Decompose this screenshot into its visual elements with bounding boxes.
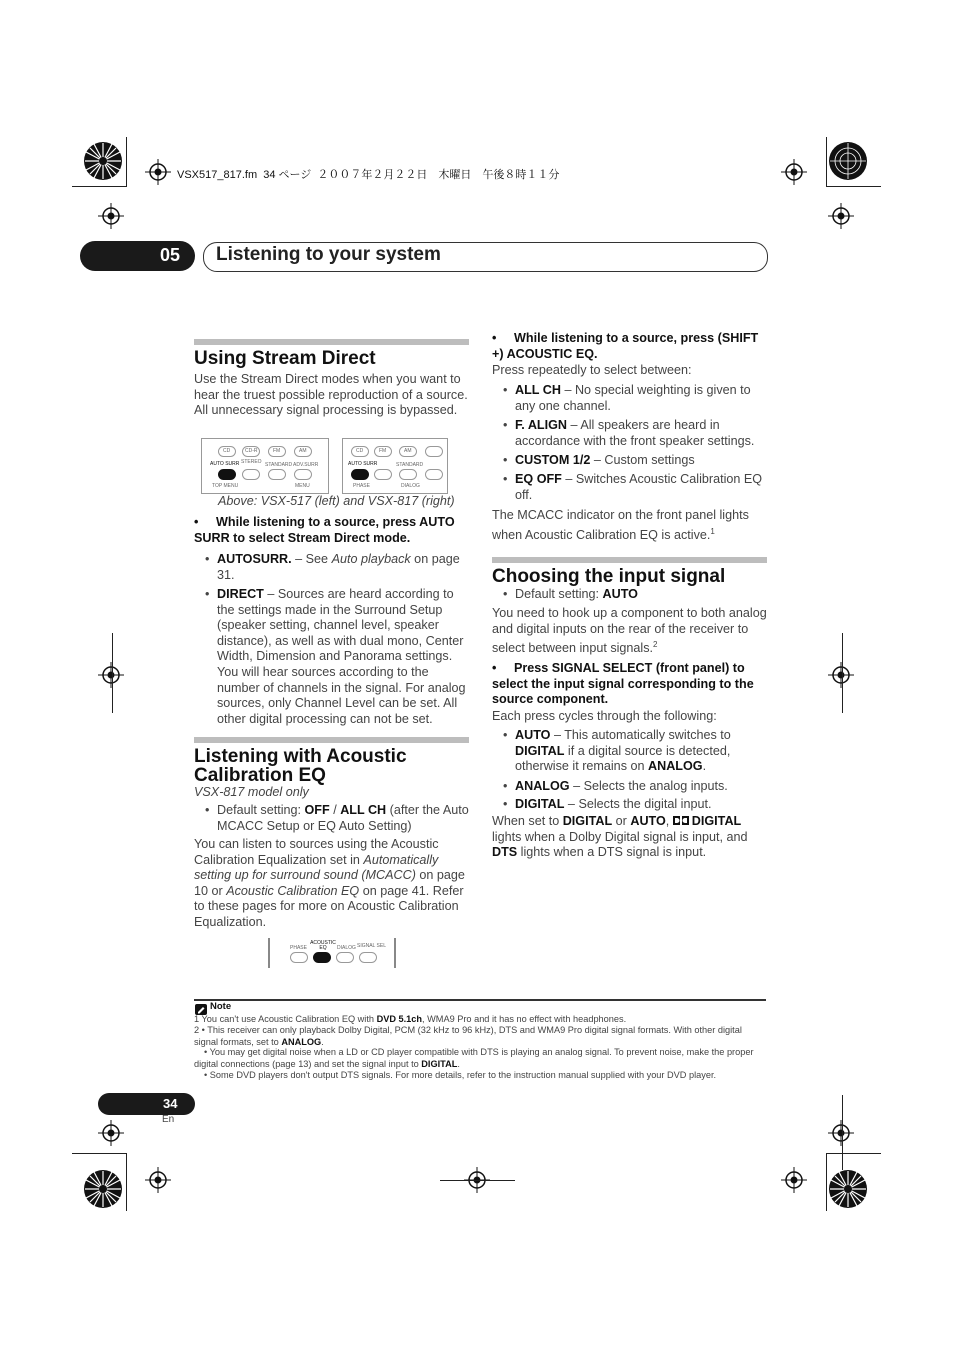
registration-target-icon bbox=[828, 141, 868, 181]
footnote-2: 2 • This receiver can only playback Dolby Digital, PCM (32 kHz to 96 kHz), DTS and WMA9 Pro digital signal formats. With other digital signal formats, set to ANALOG. bbox=[194, 1025, 742, 1047]
remote-panel-acoustic-eq: PHASE ACOUSTIC EQ DIALOG SIGNAL SEL bbox=[268, 938, 396, 968]
crop-line bbox=[440, 1180, 515, 1181]
crosshair-mark-icon bbox=[145, 159, 171, 185]
list-item-auto: • AUTO – This automatically switches to DIGITAL if a digital source is detected, otherwise it remains on ANALOG. bbox=[503, 728, 731, 774]
note-title: Note bbox=[210, 1001, 232, 1012]
step-bullet-icon: • bbox=[492, 661, 497, 675]
standard-button-icon bbox=[399, 469, 417, 480]
note-pencil-icon bbox=[195, 1002, 207, 1013]
crop-line bbox=[826, 137, 827, 187]
crosshair-mark-icon bbox=[145, 1167, 171, 1193]
dolby-dd-icon bbox=[673, 814, 689, 823]
list-item-digital: • DIGITAL – Selects the digital input. bbox=[503, 797, 712, 811]
stream-direct-step: While listening to a source, press AUTO SURR to select Stream Direct mode. bbox=[194, 515, 455, 545]
remote-panel-vsx517: CD CD-R FM AM AUTO SURR STEREO STANDARD ADV.SURR TOP MENU MENU bbox=[201, 438, 329, 494]
crosshair-mark-icon bbox=[828, 1120, 854, 1146]
page-number: 34 bbox=[163, 1096, 178, 1111]
list-item-direct: • DIRECT – Sources are heard according to the settings made in the Surround Setup (speaker setting, channel level, speaker distance), as well as with dual mono, Center Width, Dimension and Panorama settings. You will hear sources according to the number of channels in the signal. For analog sources, only Channel Level can be set. All other digital processing can not be set. bbox=[205, 587, 466, 726]
section-rule bbox=[492, 557, 767, 563]
section-heading-input-signal: Choosing the input signal bbox=[492, 566, 726, 587]
crop-line bbox=[826, 186, 881, 187]
bullet-icon: • bbox=[205, 803, 210, 817]
crop-line bbox=[72, 1153, 127, 1154]
section-heading-stream-direct: Using Stream Direct bbox=[194, 348, 376, 369]
print-header: VSX517_817.fm 34 ページ ２００７年２月２２日 木曜日 午後８時１１分 bbox=[177, 169, 560, 181]
mcacc-note: The MCACC indicator on the front panel lights when Acoustic Calibration EQ is active.$^1$ bbox=[492, 508, 749, 542]
stereo-button-icon bbox=[374, 469, 392, 480]
dialog-button-icon bbox=[336, 952, 354, 963]
crop-line bbox=[842, 1095, 843, 1170]
indicator-paragraph: When set to DIGITAL or AUTO, DIGITAL lights when a Dolby Digital signal is input, and DTS lights when a DTS signal is input. bbox=[492, 814, 748, 860]
auto-surr-button-icon bbox=[351, 469, 369, 480]
footnote-ref: 2 bbox=[653, 640, 658, 650]
crop-line bbox=[126, 1153, 127, 1211]
acoustic-default-setting: • Default setting: OFF / ALL CH (after the Auto MCACC Setup or EQ Auto Setting) bbox=[205, 803, 469, 833]
standard-button-icon bbox=[268, 469, 286, 480]
crosshair-mark-icon bbox=[98, 203, 124, 229]
section-rule bbox=[194, 339, 469, 345]
stream-direct-intro: Use the Stream Direct modes when you want to hear the truest possible reproduction of a source. All unnecessary signal processing is bypassed. bbox=[194, 372, 468, 418]
cycle-text: Each press cycles through the following: bbox=[492, 709, 717, 723]
registration-target-icon bbox=[828, 1169, 868, 1209]
section-heading-acoustic-eq: Listening with Acoustic Calibration EQ bbox=[194, 746, 407, 786]
crosshair-mark-icon bbox=[781, 159, 807, 185]
bullet-icon: • bbox=[503, 418, 508, 432]
phase-button-icon bbox=[290, 952, 308, 963]
registration-target-icon bbox=[83, 1169, 123, 1209]
bullet-icon: • bbox=[503, 728, 508, 742]
crosshair-mark-icon bbox=[781, 1167, 807, 1193]
step-bullet-icon: • bbox=[194, 515, 199, 529]
acoustic-eq-button-icon bbox=[313, 952, 331, 963]
list-item-analog: • ANALOG – Selects the analog inputs. bbox=[503, 779, 728, 793]
note-rule bbox=[194, 999, 766, 1001]
step-bullet-icon: • bbox=[492, 331, 497, 345]
stereo-button-icon bbox=[242, 469, 260, 480]
crop-line bbox=[112, 633, 113, 713]
section-rule bbox=[194, 737, 469, 743]
page-number-badge bbox=[98, 1093, 195, 1115]
footnote-4: • Some DVD players don't output DTS signals. For more details, refer to the instruction manual supplied with your DVD player. bbox=[204, 1070, 717, 1080]
crop-line bbox=[842, 633, 843, 713]
bullet-icon: • bbox=[503, 587, 508, 601]
crosshair-mark-icon bbox=[98, 662, 124, 688]
footnote-3: • You may get digital noise when a LD or CD player compatible with DTS is playing an analog signal. To prevent noise, make the proper digital connections (page 13) and set the signal input to DIGITAL. bbox=[194, 1047, 754, 1069]
bullet-icon: • bbox=[503, 472, 508, 486]
list-item-custom: • CUSTOM 1/2 – Custom settings bbox=[503, 453, 695, 467]
adv-surr-button-icon bbox=[294, 469, 312, 480]
input-paragraph: You need to hook up a component to both analog and digital inputs on the rear of the receiver to select between input signals.$^2$ bbox=[492, 606, 767, 656]
bullet-icon: • bbox=[503, 779, 508, 793]
acoustic-paragraph: You can listen to sources using the Acoustic Calibration Equalization set in Automatically setting up for surround sound (MCACC) on page 10 or Acoustic Calibration EQ on page 41. Refer to these pages for more on Acoustic Calibration Equalization. bbox=[194, 837, 465, 929]
crosshair-mark-icon bbox=[828, 662, 854, 688]
bullet-icon: • bbox=[205, 552, 210, 566]
model-note: VSX-817 model only bbox=[194, 785, 309, 799]
bullet-icon: • bbox=[503, 797, 508, 811]
bullet-icon: • bbox=[503, 453, 508, 467]
crosshair-mark-icon bbox=[98, 1120, 124, 1146]
acoustic-step: While listening to a source, press (SHIFT +) ACOUSTIC EQ. bbox=[492, 331, 759, 361]
crop-line bbox=[72, 186, 127, 187]
signal-sel-button-icon bbox=[359, 952, 377, 963]
crop-line bbox=[826, 1153, 881, 1154]
registration-target-icon bbox=[83, 141, 123, 181]
crop-line bbox=[126, 137, 127, 187]
signal-select-step: Press SIGNAL SELECT (front panel) to select the input signal corresponding to the source component. bbox=[492, 661, 754, 707]
crop-line bbox=[826, 1153, 827, 1211]
auto-surr-button-icon bbox=[218, 469, 236, 480]
chapter-title: Listening to your system bbox=[216, 244, 441, 265]
press-repeatedly-text: Press repeatedly to select between: bbox=[492, 363, 692, 377]
list-item-autosurr: • AUTOSURR. – See Auto playback on page 31. bbox=[205, 552, 460, 582]
figure-caption: Above: VSX-517 (left) and VSX-817 (right) bbox=[218, 494, 455, 508]
adv-surr-button-icon bbox=[425, 469, 443, 480]
extra-button-icon bbox=[425, 446, 443, 457]
remote-panel-vsx817: CD FM AM AUTO SURR STANDARD PHASE DIALOG bbox=[342, 438, 448, 494]
list-item-all-ch: • ALL CH – No special weighting is given to any one channel. bbox=[503, 383, 751, 413]
bullet-icon: • bbox=[503, 383, 508, 397]
bullet-icon: • bbox=[205, 587, 210, 601]
chapter-number: 05 bbox=[160, 245, 181, 265]
input-default-setting: • Default setting: AUTO bbox=[503, 587, 638, 601]
footnote-1: 1 You can't use Acoustic Calibration EQ with DVD 5.1ch, WMA9 Pro and it has no effect with headphones. bbox=[194, 1014, 627, 1024]
crosshair-mark-icon bbox=[828, 203, 854, 229]
list-item-eq-off: • EQ OFF – Switches Acoustic Calibration EQ off. bbox=[503, 472, 763, 502]
list-item-f-align: • F. ALIGN – All speakers are heard in accordance with the front speaker settings. bbox=[503, 418, 755, 448]
footnote-ref: 1 bbox=[710, 526, 715, 536]
page-language: En bbox=[162, 1114, 175, 1125]
